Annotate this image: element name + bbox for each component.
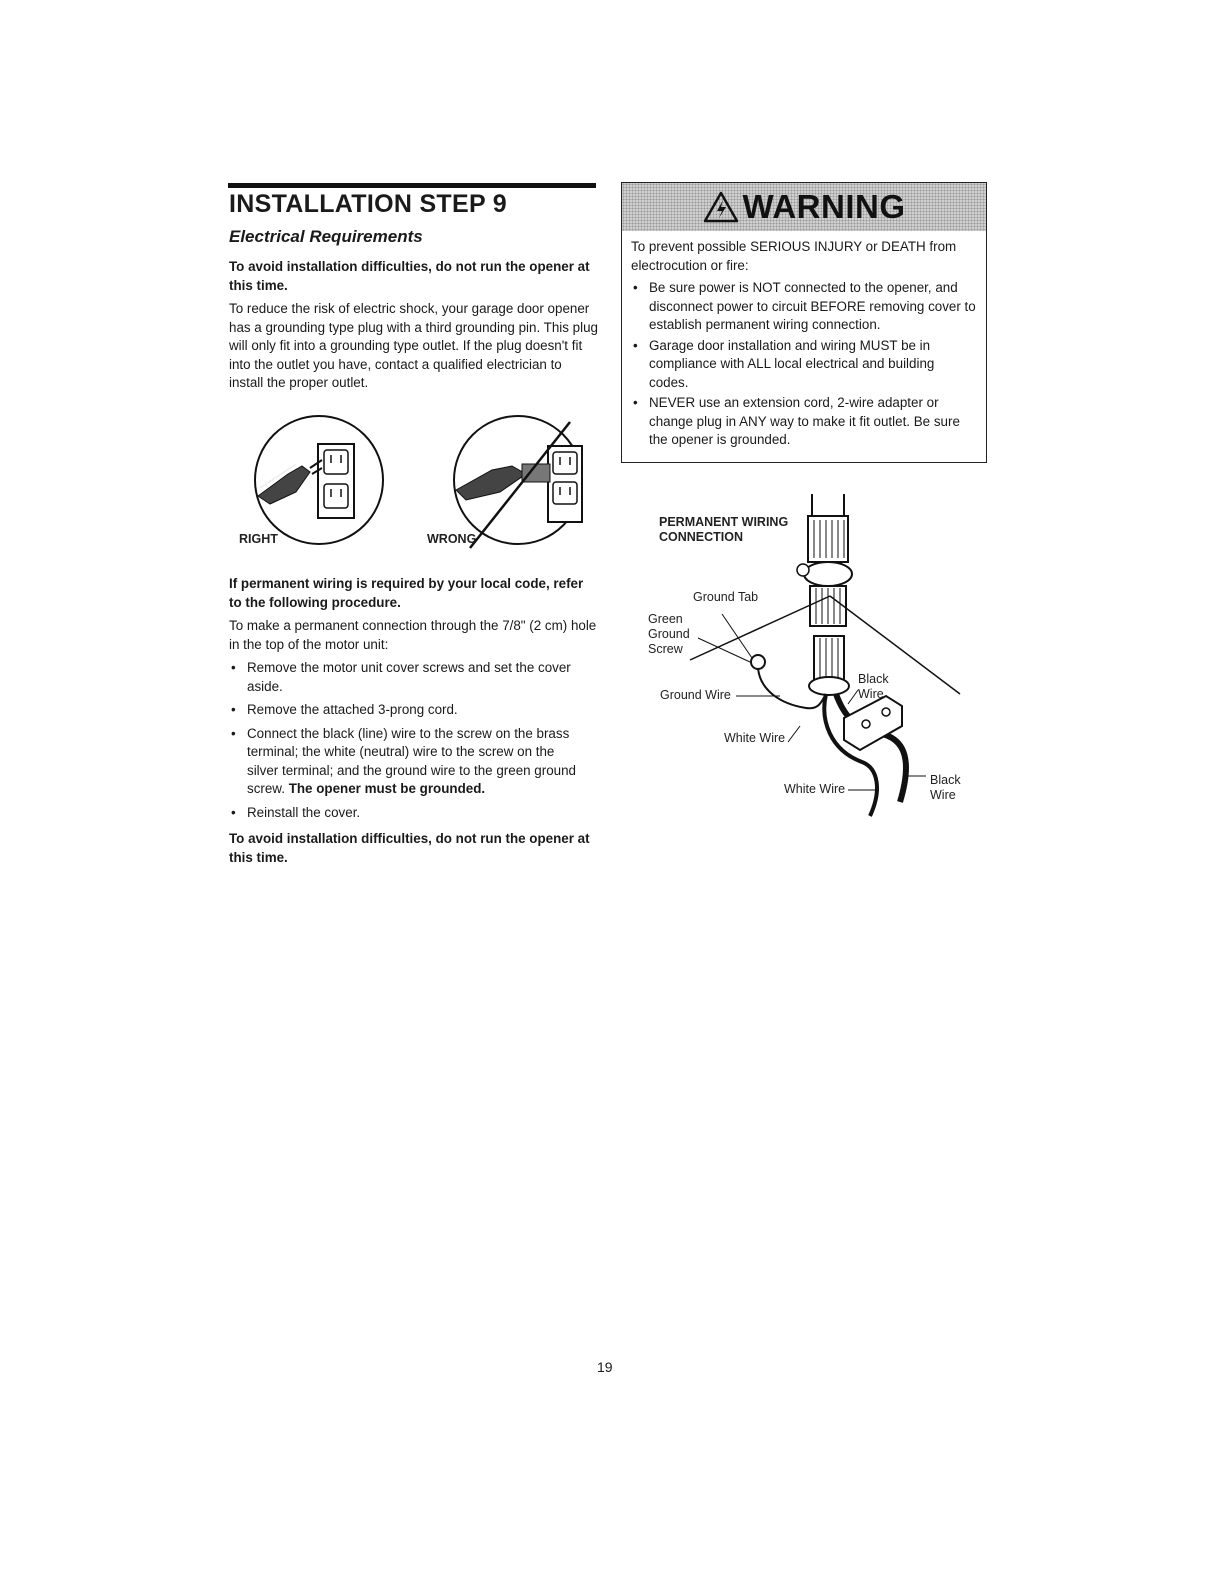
black-wire-label-top: Black Wire	[858, 672, 889, 701]
permanent-wiring-intro: To make a permanent connection through the 7/8" (2 cm) hole in the top of the motor unit:	[229, 618, 597, 652]
procedure-step	[229, 725, 589, 799]
diagram-title: PERMANENT WIRING CONNECTION	[659, 515, 789, 544]
caution-top: To avoid installation difficulties, do not run the opener at this time.	[229, 259, 590, 293]
intro-paragraph: To reduce the risk of electric shock, your garage door opener has a grounding type plug with a third grounding pin. This plug will only fit into a grounding type outlet. If the plug doesn't fit into the outlet you have, contact a qualified electrician to install the proper outlet.	[229, 301, 598, 390]
page-number: 19	[597, 1359, 613, 1375]
warning-title: WARNING	[742, 188, 906, 225]
warning-body	[631, 238, 981, 452]
procedure-step: • Reinstall the cover.	[229, 804, 589, 823]
section-subtitle: Electrical Requirements	[229, 227, 423, 246]
black-wire-label-bottom: Black Wire	[930, 773, 961, 802]
warning-triangle-icon	[703, 191, 739, 223]
procedure-steps	[229, 659, 589, 827]
wrong-label: WRONG	[427, 532, 477, 546]
warning-item: • Be sure power is NOT connected to the opener, and disconnect power to circuit BEFORE removing cover to establish permanent wiring connection.	[631, 279, 976, 335]
green-ground-screw-label: Green Ground Screw	[648, 612, 690, 656]
ground-tab-label: Ground Tab	[693, 590, 759, 604]
warning-box	[621, 182, 987, 463]
white-wire-label-top: White Wire	[724, 731, 786, 745]
outlet-illustrations	[230, 408, 610, 558]
warning-item: • Garage door installation and wiring MUST be in compliance with ALL local electrical and building codes.	[631, 337, 976, 393]
right-plug-illustration	[255, 416, 383, 544]
right-label: RIGHT	[239, 532, 278, 546]
ground-wire-label: Ground Wire	[660, 688, 731, 702]
procedure-step: • Remove the motor unit cover screws and set the cover aside.	[229, 659, 589, 696]
heading-rule	[228, 183, 596, 188]
white-wire-label-bottom: White Wire	[784, 782, 846, 796]
grounded-emphasis: The opener must be grounded.	[288, 781, 486, 796]
caution-bottom: To avoid installation difficulties, do not run the opener at this time.	[229, 831, 590, 865]
warning-item: • NEVER use an extension cord, 2-wire adapter or change plug in ANY way to make it fit outlet. Be sure the opener is grounded.	[631, 394, 976, 450]
step-title: INSTALLATION STEP 9	[229, 190, 507, 218]
warning-header	[622, 183, 986, 231]
procedure-step: • Remove the attached 3-prong cord.	[229, 701, 589, 720]
permanent-wiring-heading: If permanent wiring is required by your local code, refer to the following procedure.	[229, 576, 584, 610]
warning-intro: To prevent possible SERIOUS INJURY or DEATH from electrocution or fire:	[631, 239, 957, 273]
procedure-step-text: Connect the black (line) wire to the screw on the brass terminal; the white (neutral) wire to the screw on the silver terminal; and the ground wire to the green ground screw.	[247, 725, 577, 796]
wrong-plug-illustration	[454, 416, 582, 548]
warning-list	[631, 279, 976, 450]
